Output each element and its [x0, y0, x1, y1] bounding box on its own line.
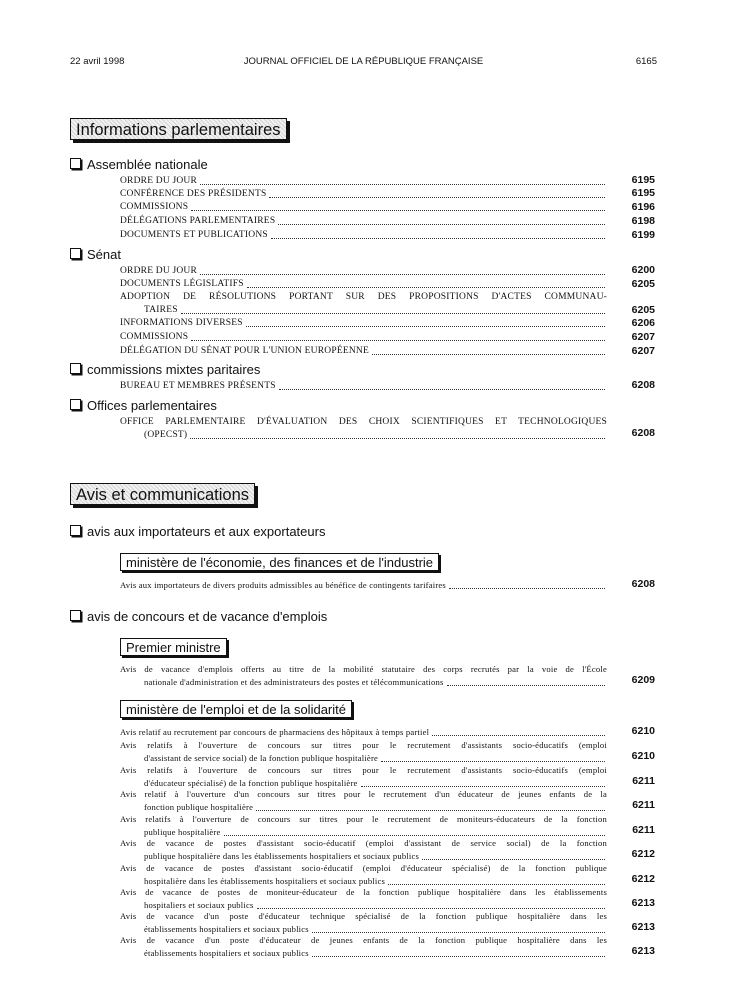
- toc-page: 6208: [631, 578, 655, 590]
- ministry-box-economie: ministère de l'économie, des finances et de l'industrie: [120, 553, 439, 571]
- checkbox-bullet-icon: [70, 525, 81, 536]
- toc-page: 6213: [631, 897, 655, 909]
- checkbox-bullet-icon: [70, 363, 81, 374]
- running-header: [70, 56, 657, 70]
- toc-page: 6195: [631, 174, 655, 186]
- toc-entry[interactable]: OFFICE PARLEMENTAIRE D'ÉVALUATION DES CHOIX SCIENTIFIQUES ET TECHNOLOGIQUES (OPECST): [120, 417, 607, 440]
- checkbox-bullet-icon: [70, 248, 81, 259]
- toc-page: 6198: [631, 215, 655, 227]
- toc-entry[interactable]: BUREAU ET MEMBRES PRÉSENTS: [120, 380, 607, 393]
- toc-page: 6211: [632, 775, 655, 787]
- toc-entry[interactable]: Avis relatif à l'ouverture d'un concours sur titres pour le recrutement d'un éducateur de jeunes enfants de la fonction publique hospitalière: [120, 789, 607, 812]
- toc-entry[interactable]: Avis de vacance d'un poste d'éducateur technique spécialisé de la fonction publique hospitalière dans les établissements hospitaliers et sociaux publics: [120, 911, 607, 934]
- toc-page: 6213: [631, 945, 655, 957]
- toc-entry[interactable]: COMMISSIONS: [120, 331, 607, 344]
- toc-page: 6195: [631, 187, 655, 199]
- section-offices-parlementaires: Offices parlementaires: [70, 398, 217, 413]
- banner-informations-parlementaires: Informations parlementaires: [70, 118, 287, 140]
- toc-entry[interactable]: Avis relatif au recrutement par concours de pharmaciens des hôpitaux à temps partiel: [120, 726, 607, 739]
- section-commissions-mixtes: commissions mixtes paritaires: [70, 362, 260, 377]
- toc-page: 6205: [631, 278, 655, 290]
- toc-entry[interactable]: ORDRE DU JOUR: [120, 175, 607, 188]
- toc-page: 6196: [631, 201, 655, 213]
- toc-entry[interactable]: Avis relatifs à l'ouverture de concours sur titres pour le recrutement d'assistants socio-éducatifs (emploi d'éducateur spécialisé) de la fonction publique hospitalière: [120, 765, 607, 788]
- toc-entry[interactable]: Avis relatifs à l'ouverture de concours sur titres pour le recrutement de moniteurs-éducateurs de la fonction publique hospitalière: [120, 814, 607, 837]
- toc-page: 6213: [631, 921, 655, 933]
- toc-entry[interactable]: INFORMATIONS DIVERSES: [120, 317, 607, 330]
- toc-page: 6205: [631, 304, 655, 316]
- toc-entry[interactable]: Avis de vacance d'un poste d'éducateur de jeunes enfants de la fonction publique hospitalière dans les établissements hospitaliers et sociaux publics: [120, 935, 607, 958]
- header-page-number: 6165: [635, 56, 657, 67]
- toc-page: 6208: [631, 379, 655, 391]
- header-journal-title: JOURNAL OFFICIEL DE LA RÉPUBLIQUE FRANÇAISE: [243, 56, 484, 67]
- toc-page: 6199: [631, 229, 655, 241]
- ministry-box-emploi-solidarite: ministère de l'emploi et de la solidarité: [120, 700, 352, 718]
- toc-page: 6209: [631, 674, 655, 686]
- toc-page: 6212: [631, 873, 655, 885]
- checkbox-bullet-icon: [70, 399, 81, 410]
- toc-page: 6207: [631, 331, 655, 343]
- toc-page: 6200: [631, 264, 655, 276]
- header-date: 22 avril 1998: [70, 56, 125, 67]
- toc-entry[interactable]: Avis de vacance d'emplois offerts au titre de la mobilité statutaire des corps recrutés par la voie de l'École nationale d'administration et des administrateurs des postes et télécommunications: [120, 664, 607, 687]
- toc-page: 6212: [631, 848, 655, 860]
- toc-entry[interactable]: Avis de vacance de postes de moniteur-éducateur de la fonction publique hospitalière dans les établissements hospitaliers et sociaux publics: [120, 887, 607, 910]
- toc-entry[interactable]: DOCUMENTS ET PUBLICATIONS: [120, 229, 607, 242]
- toc-page: 6206: [631, 317, 655, 329]
- section-avis-concours: avis de concours et de vacance d'emplois: [70, 609, 327, 624]
- toc-page: 6210: [631, 750, 655, 762]
- toc-page: 6207: [631, 345, 655, 357]
- checkbox-bullet-icon: [70, 158, 81, 169]
- section-avis-importateurs: avis aux importateurs et aux exportateurs: [70, 524, 325, 539]
- banner-avis-communications: Avis et communications: [70, 483, 255, 505]
- toc-page: 6210: [631, 725, 655, 737]
- toc-entry[interactable]: Avis de vacance de postes d'assistant socio-éducatif (emploi d'éducateur spécialisé) de la fonction publique hospitalière dans les établissements hospitaliers et sociaux publics: [120, 863, 607, 886]
- toc-page: 6208: [631, 427, 655, 439]
- section-senat: Sénat: [70, 247, 121, 262]
- toc-entry[interactable]: Avis de vacance de postes d'assistant socio-éducatif (emploi d'assistant de service social) de la fonction publique hospitalière dans les établissements hospitaliers et sociaux publics: [120, 838, 607, 861]
- toc-entry[interactable]: COMMISSIONS: [120, 201, 607, 214]
- toc-entry[interactable]: DÉLÉGATION DU SÉNAT POUR L'UNION EUROPÉENNE: [120, 345, 607, 358]
- section-assemblee-nationale: Assemblée nationale: [70, 157, 208, 172]
- toc-entry[interactable]: ADOPTION DE RÉSOLUTIONS PORTANT SUR DES PROPOSITIONS D'ACTES COMMUNAU- TAIRES: [120, 292, 607, 315]
- toc-entry[interactable]: Avis relatifs à l'ouverture de concours sur titres pour le recrutement d'assistants socio-éducatifs (emploi d'assistant de service social) de la fonction publique hospitalière: [120, 740, 607, 763]
- toc-entry[interactable]: DOCUMENTS LÉGISLATIFS: [120, 278, 607, 291]
- ministry-box-premier-ministre: Premier ministre: [120, 638, 227, 656]
- toc-page: 6211: [632, 799, 655, 811]
- toc-entry[interactable]: Avis aux importateurs de divers produits admissibles au bénéfice de contingents tarifaires: [120, 579, 607, 592]
- toc-entry[interactable]: CONFÉRENCE DES PRÉSIDENTS: [120, 188, 607, 201]
- checkbox-bullet-icon: [70, 610, 81, 621]
- toc-entry[interactable]: DÉLÉGATIONS PARLEMENTAIRES: [120, 215, 607, 228]
- toc-entry[interactable]: ORDRE DU JOUR: [120, 265, 607, 278]
- toc-page: 6211: [632, 824, 655, 836]
